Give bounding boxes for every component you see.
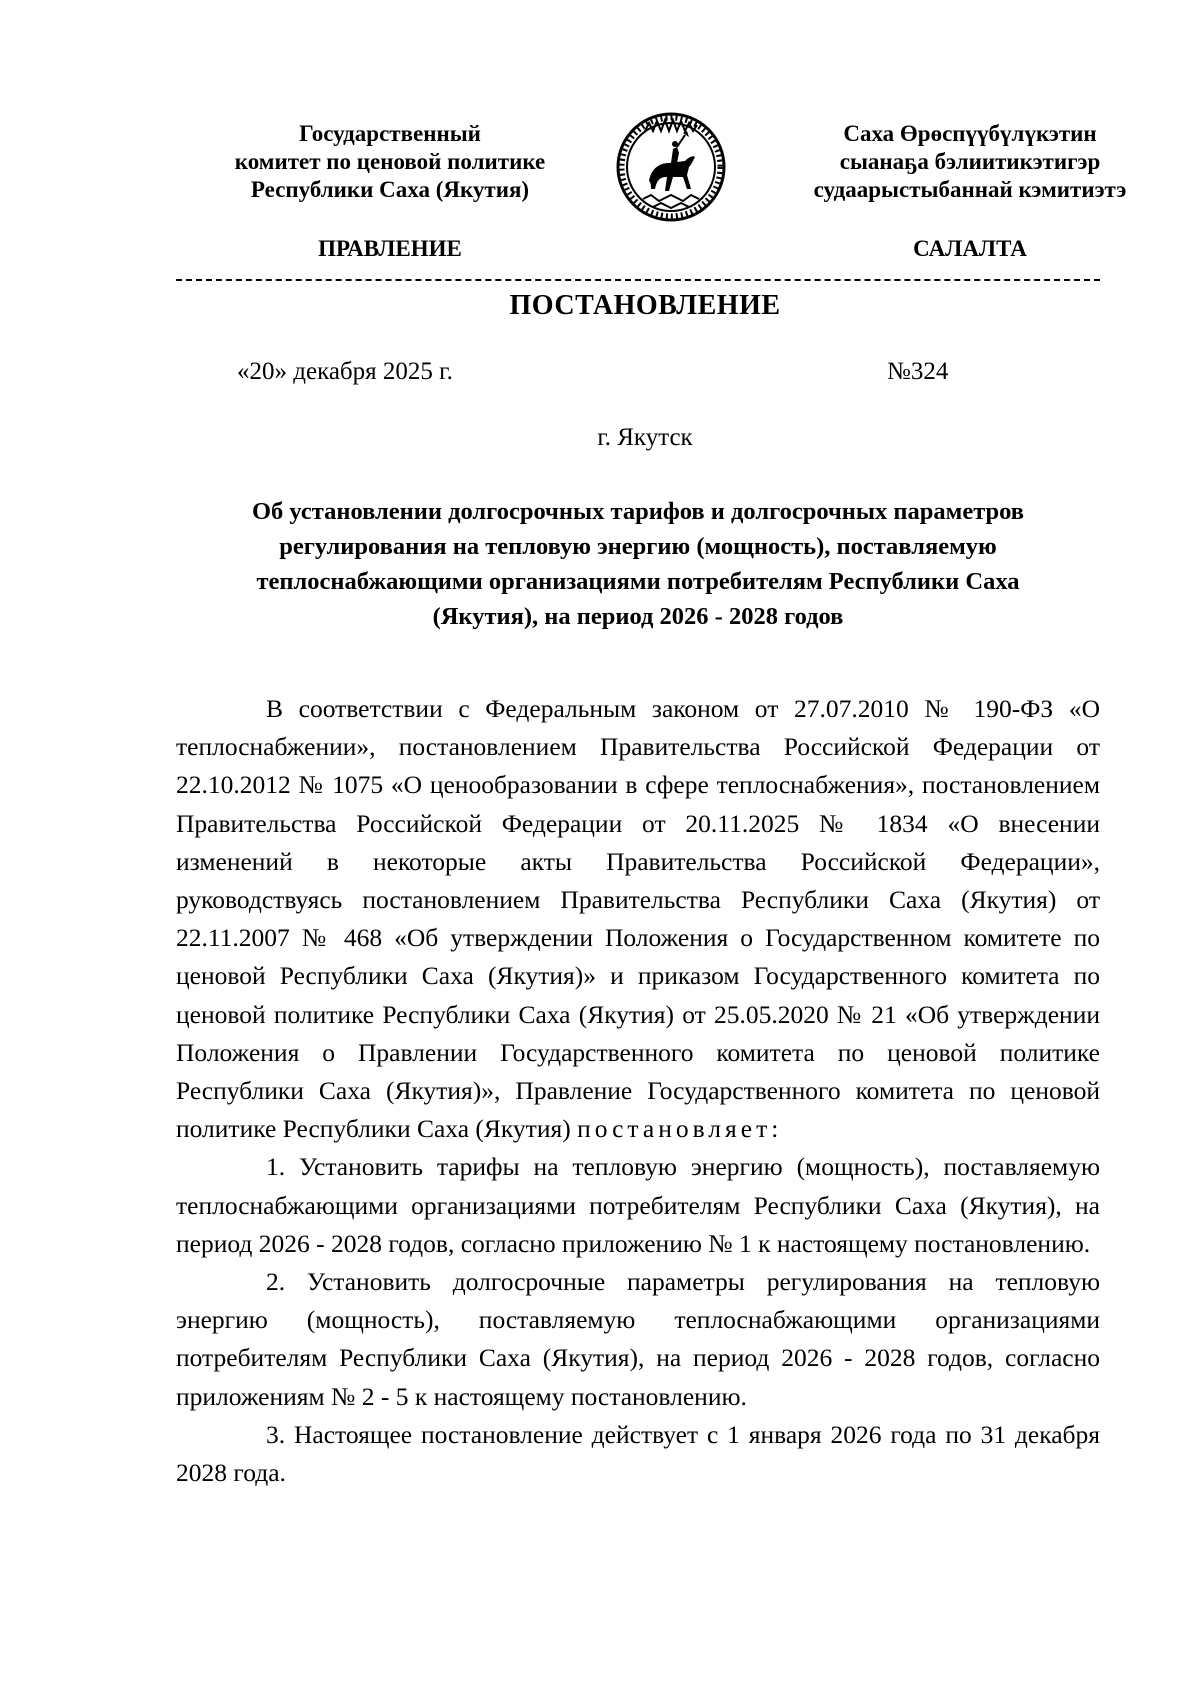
document-type-heading: ПОСТАНОВЛЕНИЕ	[509, 290, 781, 321]
title-line: (Якутия), на период 2026 - 2028 годов	[432, 603, 844, 630]
issuer-line: Государственный	[299, 121, 481, 146]
issuer-line: сыанаҕа бэлиитикэтигэр	[839, 149, 1101, 174]
title-line: Об установлении долгосрочных тарифов и долгосрочных параметров	[251, 498, 1025, 525]
preamble-paragraph	[176, 690, 1100, 1148]
sakha-emblem-icon	[615, 111, 727, 223]
title-line: теплоснабжающими организациями потребителям Республики Саха	[256, 568, 1020, 595]
resolution-item-3: 3. Настоящее постановление действует с 1 января 2026 года по 31 декабря 2028 года.	[176, 1419, 1100, 1488]
issuer-line: Саха Өрөспүүбүлүкэтин	[843, 121, 1097, 146]
resolves-word: постановляет:	[577, 1114, 783, 1144]
resolution-item-1: 1. Установить тарифы на тепловую энергию (мощность), поставляемую теплоснабжающими организациями потребителям Республики Саха (Якутия), на период 2026 - 2028 годов, согласно приложению № 1 к настоящему постановлению.	[176, 1152, 1100, 1258]
preamble-text: В соответствии с Федеральным законом от 27.07.2010 № 190-ФЗ «О теплоснабжении», постановлением Правительства Российской Федерации от 22.10.2012 № 1075 «О ценообразовании в сфере теплоснабжения», постановлением Правительства Российской Федерации от 20.11.2025 № 1834 «О внесении изменений в некоторые акты Правительства Российской Федерации», руководствуясь постановлением Правительства Республики Саха (Якутия) от 22.11.2007 № 468 «Об утверждении Положения о Государственном комитете по ценовой Республики Саха (Якутия)» и приказом Государственного комитета по ценовой политике Республики Саха (Якутия) от 25.05.2020 № 21 «Об утверждении Положения о Правлении Государственного комитета по ценовой политике Республики Саха (Якутия)», Правление Государственного комитета по ценовой политике Республики Саха (Якутия)	[176, 694, 1100, 1144]
document-title	[176, 494, 1100, 634]
issuer-line: судаарыстыбаннай кэмитиэтэ	[813, 177, 1127, 202]
resolution-item-2: 2. Установить долгосрочные параметры регулирования на тепловую энергию (мощность), поставляемую теплоснабжающими организациями потребителям Республики Саха (Якутия), на период 2026 - 2028 годов, согласно приложениям № 2 - 5 к настоящему постановлению.	[176, 1267, 1100, 1411]
issuer-line: Республики Саха (Якутия)	[250, 177, 530, 202]
header-divider	[176, 279, 1100, 281]
title-line: регулирования на тепловую энергию (мощность), поставляемую	[279, 533, 997, 560]
board-label-sakha: САЛАЛТА	[913, 236, 1027, 261]
document-city: г. Якутск	[597, 424, 693, 451]
issuer-name-russian	[190, 120, 590, 204]
document-date: «20» декабря 2025 г.	[237, 358, 453, 385]
document-number: №324	[887, 358, 949, 385]
issuer-line: комитет по ценовой политике	[234, 149, 546, 174]
board-label-russian: ПРАВЛЕНИЕ	[318, 236, 462, 261]
issuer-name-sakha	[790, 120, 1150, 204]
document-body	[176, 690, 1100, 1492]
